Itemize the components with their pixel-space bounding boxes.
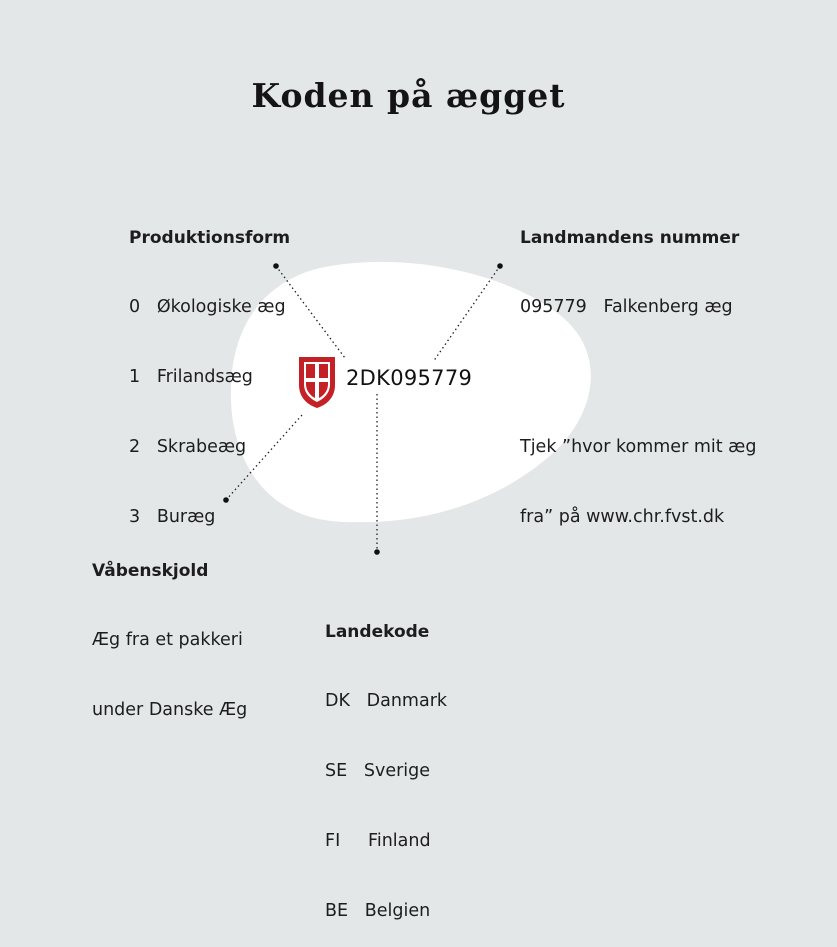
coat-of-arms-heading: Våbenskjold xyxy=(92,560,209,581)
production-heading: Produktionsform xyxy=(129,227,291,248)
coat-of-arms-line: under Danske Æg xyxy=(92,700,248,721)
farmer-number: 095779 Falkenberg æg xyxy=(520,297,733,318)
leader-dot-country xyxy=(374,549,380,555)
farmer-check-line: Tjek ”hvor kommer mit æg xyxy=(520,436,757,457)
country-item: SE Sverige xyxy=(325,761,431,782)
country-item: BE Belgien xyxy=(325,901,431,922)
farmer-heading: Landmandens nummer xyxy=(520,227,740,248)
production-item: 3 Buræg xyxy=(129,507,216,528)
production-item: 1 Frilandsæg xyxy=(129,367,253,388)
production-item: 0 Økologiske æg xyxy=(129,297,286,318)
egg-code: 2DK095779 xyxy=(346,366,473,390)
country-block xyxy=(325,574,447,947)
coat-of-arms-line: Æg fra et pakkeri xyxy=(92,630,243,651)
production-block xyxy=(129,180,290,553)
page-title: Koden på ægget xyxy=(251,76,566,115)
farmer-check-line: fra” på www.chr.fvst.dk xyxy=(520,506,725,527)
country-item: DK Danmark xyxy=(325,691,448,712)
leader-dot-farmer xyxy=(497,263,503,269)
country-heading: Landekode xyxy=(325,621,430,642)
farmer-block xyxy=(520,180,756,552)
coat-of-arms-block xyxy=(92,513,247,746)
production-item: 2 Skrabeæg xyxy=(129,437,247,458)
country-item: FI Finland xyxy=(325,831,431,852)
